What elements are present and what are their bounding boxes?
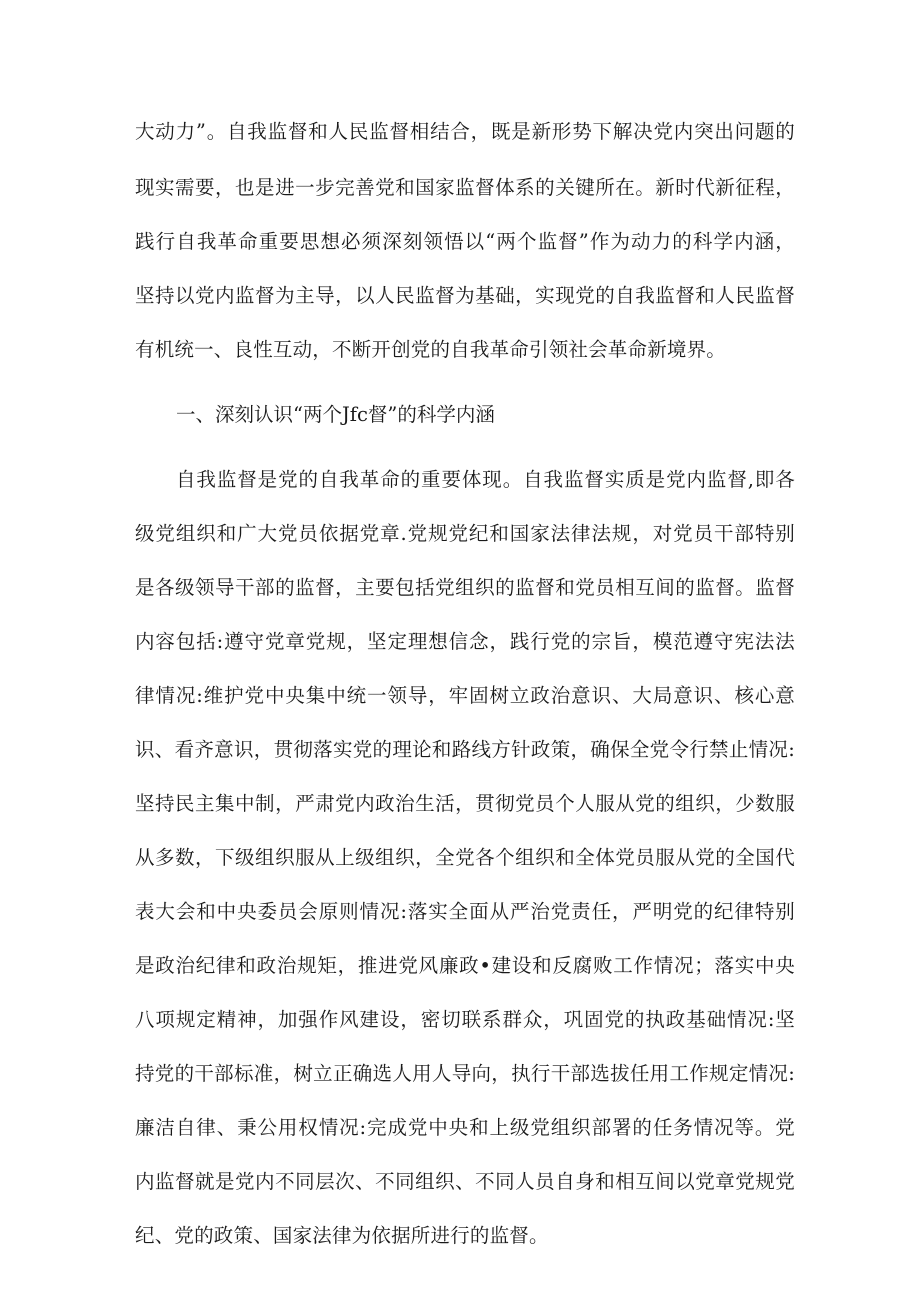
- paragraph-2-line-9: 表大会和中央委员会原则情况:落实全面从严治党责任，严明党的纪律特别: [135, 900, 795, 923]
- paragraph-2-line-3: 是各级领导干部的监督，主要包括党组织的监督和党员相互间的监督。监督: [135, 576, 795, 599]
- paragraph-2-line-5: 律情况:维护党中央集中统一领导，牢固树立政治意识、大局意识、核心意: [135, 684, 795, 707]
- paragraph-1-line-3: 践行自我革命重要思想必须深刻领悟以“两个监督”作为动力的科学内涵，: [135, 230, 795, 253]
- paragraph-2-line-13: 廉洁自律、秉公用权情况:完成党中央和上级党组织部署的任务情况等。党: [135, 1116, 795, 1139]
- paragraph-1-line-1: 大动力”。自我监督和人民监督相结合，既是新形势下解决党内突出问题的: [135, 120, 795, 143]
- paragraph-2-line-12: 持党的干部标准，树立正确选人用人导向，执行干部选拔任用工作规定情况:: [135, 1062, 795, 1085]
- paragraph-1-line-4: 坚持以党内监督为主导，以人民监督为基础，实现党的自我监督和人民监督: [135, 284, 795, 307]
- paragraph-2-line-15: 纪、党的政策、国家法律为依据所进行的监督。: [135, 1224, 549, 1247]
- paragraph-1-line-5: 有机统一、良性互动，不断开创党的自我革命引领社会革命新境界。: [135, 338, 727, 361]
- paragraph-2-line-4: 内容包括:遵守党章党规，坚定理想信念，践行党的宗旨，模范遵守宪法法: [135, 630, 795, 653]
- paragraph-2-line-10: 是政治纪律和政治规矩，推进党风廉政•建设和反腐败工作情况；落实中央: [135, 954, 795, 977]
- paragraph-2-line-14: 内监督就是党内不同层次、不同组织、不同人员自身和相互间以党章党规党: [135, 1170, 795, 1193]
- paragraph-2-line-7: 坚持民主集中制，严肃党内政治生活，贯彻党员个人服从党的组织，少数服: [135, 792, 795, 815]
- paragraph-2-line-1: 自我监督是党的自我革命的重要体现。自我监督实质是党内监督,即各: [176, 468, 795, 491]
- paragraph-2-line-8: 从多数，下级组织服从上级组织，全党各个组织和全体党员服从党的全国代: [135, 846, 795, 869]
- paragraph-2-line-6: 识、看齐意识，贯彻落实党的理论和路线方针政策，确保全党令行禁止情况:: [135, 738, 795, 761]
- paragraph-2-line-11: 八项规定精神，加强作风建设，密切联系群众，巩固党的执政基础情况:坚: [135, 1008, 795, 1031]
- paragraph-1-line-2: 现实需要，也是进一步完善党和国家监督体系的关键所在。新时代新征程，: [135, 176, 795, 199]
- section-heading-1: 一、深刻认识“两个Jfc督”的科学内涵: [176, 403, 495, 426]
- paragraph-2-line-2: 级党组织和广大党员依据党章.党规党纪和国家法律法规，对党员干部特别: [135, 522, 795, 545]
